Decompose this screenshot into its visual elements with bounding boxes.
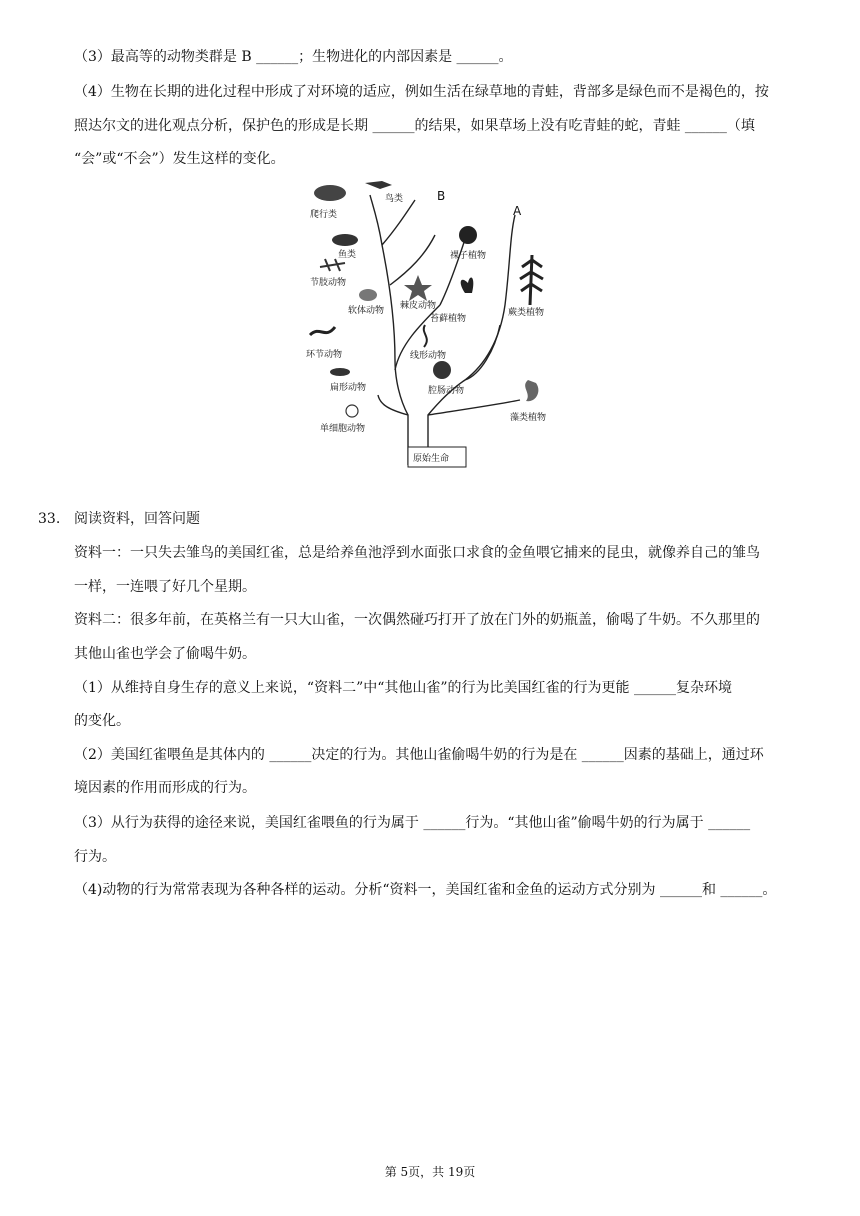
label-gymnosperm: 裸子植物 <box>450 251 487 261</box>
label-fern: 蕨类植物 <box>508 308 545 318</box>
q32-part4-line2: 照达尔文的进化观点分析，保护色的形成是长期 ______的结果，如果草场上没有吃青蛙的蛇，青蛙 ______（填 <box>74 118 755 134</box>
nematode-icon <box>424 325 427 347</box>
label-bird: 鸟类 <box>385 194 404 204</box>
label-origin: 原始生命 <box>413 454 450 464</box>
label-mollusk: 软体动物 <box>348 306 385 316</box>
mollusk-icon <box>359 289 377 301</box>
label-echinoderm: 棘皮动物 <box>400 301 437 311</box>
q33-part1-line2: 的变化。 <box>74 713 130 729</box>
flatworm-icon <box>330 368 350 376</box>
fern-icon <box>520 255 543 305</box>
q33-part1-line1: （1）从维持自身生存的意义上来说，“资料二”中“其他山雀”的行为比美国红雀的行为更能 ______复杂环境 <box>74 680 732 696</box>
label-flatworm: 扁形动物 <box>330 383 367 393</box>
tree-label-a: A <box>513 204 522 218</box>
q33-part2-line1: （2）美国红雀喂鱼是其体内的 ______决定的行为。其他山雀偷喝牛奶的行为是在 ______因素的基础上，通过环 <box>74 747 764 763</box>
q33-material2-line1: 资料二：很多年前，在英格兰有一只大山雀，一次偶然碰巧打开了放在门外的奶瓶盖，偷喝了牛奶。不久那里的 <box>74 612 760 628</box>
starfish-icon <box>404 275 432 301</box>
q33-part4-line1: （4)动物的行为常常表现为各种各样的运动。分析“资料一，美国红雀和金鱼的运动方式分别为 ______和 ______。 <box>74 882 777 898</box>
q32-part3: （3）最高等的动物类群是 B ______；生物进化的内部因素是 ______。 <box>74 49 513 65</box>
tree-branches <box>370 195 520 465</box>
q33-part2-line2: 境因素的作用而形成的行为。 <box>74 780 256 796</box>
label-protozoa: 单细胞动物 <box>320 424 366 434</box>
label-algae: 藻类植物 <box>510 413 547 423</box>
label-fish: 鱼类 <box>338 250 357 260</box>
q33-part3-line2: 行为。 <box>74 849 116 865</box>
protozoa-icon <box>346 405 358 417</box>
algae-icon <box>525 380 538 401</box>
tree-label-b: B <box>437 189 446 203</box>
label-moss: 苔藓植物 <box>430 314 467 324</box>
q33-material1-line2: 一样，一连喂了好几个星期。 <box>74 579 256 595</box>
q33-title: 阅读资料，回答问题 <box>74 511 200 527</box>
label-nematode: 线形动物 <box>410 351 447 361</box>
label-annelid: 环节动物 <box>306 350 343 360</box>
q32-part4-line3: “会”或“不会”）发生这样的变化。 <box>74 151 285 167</box>
q33-part3-line1: （3）从行为获得的途径来说，美国红雀喂鱼的行为属于 ______行为。“其他山雀”偷喝牛奶的行为属于 ______ <box>74 815 751 831</box>
q33-material2-line2: 其他山雀也学会了偷喝牛奶。 <box>74 646 256 662</box>
evolution-tree-diagram <box>300 175 565 470</box>
q32-part4-line1: （4）生物在长期的进化过程中形成了对环境的适应，例如生活在绿草地的青蛙，背部多是绿色而不是褐色的，按 <box>74 84 769 100</box>
page-footer: 第 5页，共 19页 <box>384 1165 476 1179</box>
fish-icon <box>332 234 358 246</box>
insect-icon <box>320 259 345 271</box>
moss-icon <box>461 278 474 293</box>
q33-material1-line1: 资料一：一只失去雏鸟的美国红雀，总是给养鱼池浮到水面张口求食的金鱼喂它捕来的昆虫，就像养自己的雏鸟 <box>74 545 760 561</box>
turtle-icon <box>314 185 346 201</box>
annelid-icon <box>310 327 335 335</box>
label-arthropod: 节肢动物 <box>310 278 347 288</box>
coelenterate-icon <box>433 361 451 379</box>
label-coelenterate: 腔肠动物 <box>428 386 465 396</box>
q33-number: 33. <box>38 511 61 527</box>
label-reptile: 爬行类 <box>310 210 338 220</box>
bird-icon <box>365 181 392 189</box>
gymnosperm-icon <box>459 226 477 244</box>
